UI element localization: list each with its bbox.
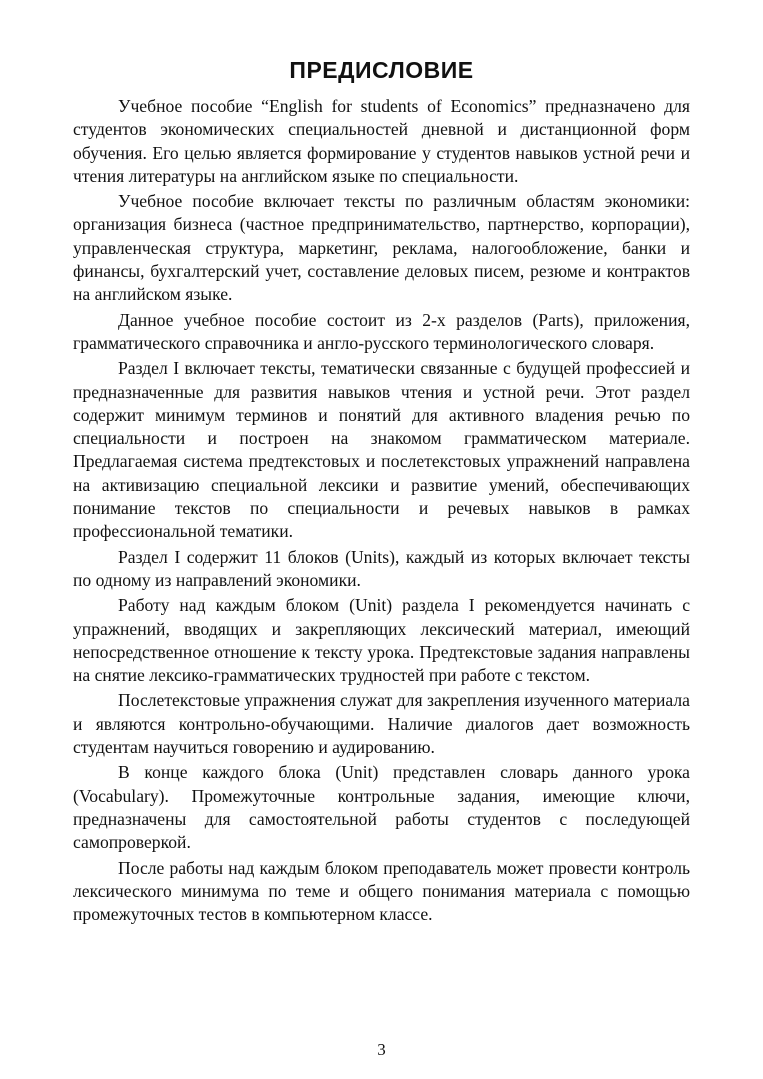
paragraph-2: Учебное пособие включает тексты по различным областям экономики: организация бизнеса (частное предпринимательство, партнерство, корпорации), управленческая структура, маркетинг, реклама, налогообложение, банки и финансы, бухгалтерский учет, составление деловых писем, резюме и контрактов на английском языке. [73, 191, 690, 305]
paragraph-7: Послетекстовые упражнения служат для закрепления изученного материала и являются контрольно-обучающими. Наличие диалогов дает возможность студентам научиться говорению и аудированию. [73, 690, 690, 758]
paragraph-6: Работу над каждым блоком (Unit) раздела I рекомендуется начинать с упражнений, вводящих и закрепляющих лексический материал, имеющий непосредственное отношение к тексту урока. Предтекстовые задания направлены на снятие лексико-грамматических трудностей при работе с текстом. [73, 595, 690, 686]
paragraph-5: Раздел I содержит 11 блоков (Units), каждый из которых включает тексты по одному из направлений экономики. [73, 546, 690, 590]
paragraph-4: Раздел I включает тексты, тематически связанные с будущей профессией и предназначенные для развития навыков чтения и устной речи. Этот раздел содержит минимум терминов и понятий для активного владения речью по специальности и построен на знакомом грамматическом материале. Предлагаемая система предтекстовых и послетекстовых упражнений направлена на активизацию специальной лексики и развитие умений, обеспечивающих понимание текстов по специальности и речевых навыков в рамках профессиональной тематики. [73, 358, 690, 542]
paragraph-8: В конце каждого блока (Unit) представлен словарь данного урока (Vocabulary). Промежуточные контрольные задания, имеющие ключи, предназначены для самостоятельной работы студентов с последующей самопроверкой. [73, 762, 690, 853]
body-text [73, 95, 690, 928]
paragraph-1: Учебное пособие “English for students of Economics” предназначено для студентов экономических специальностей дневной и дистанционной форм обучения. Его целью является формирование у студентов навыков устной речи и чтения литературы на английском языке по специальности. [73, 96, 690, 186]
paragraph-9: После работы над каждым блоком преподаватель может провести контроль лексического минимума по теме и общего понимания материала с помощью промежуточных тестов в компьютерном классе. [73, 857, 690, 925]
page-number: 3 [377, 1040, 386, 1059]
page-title: ПРЕДИСЛОВИЕ [289, 57, 474, 83]
paragraph-3: Данное учебное пособие состоит из 2-х разделов (Parts), приложения, грамматического справочника и англо-русского терминологического словаря. [73, 309, 690, 353]
